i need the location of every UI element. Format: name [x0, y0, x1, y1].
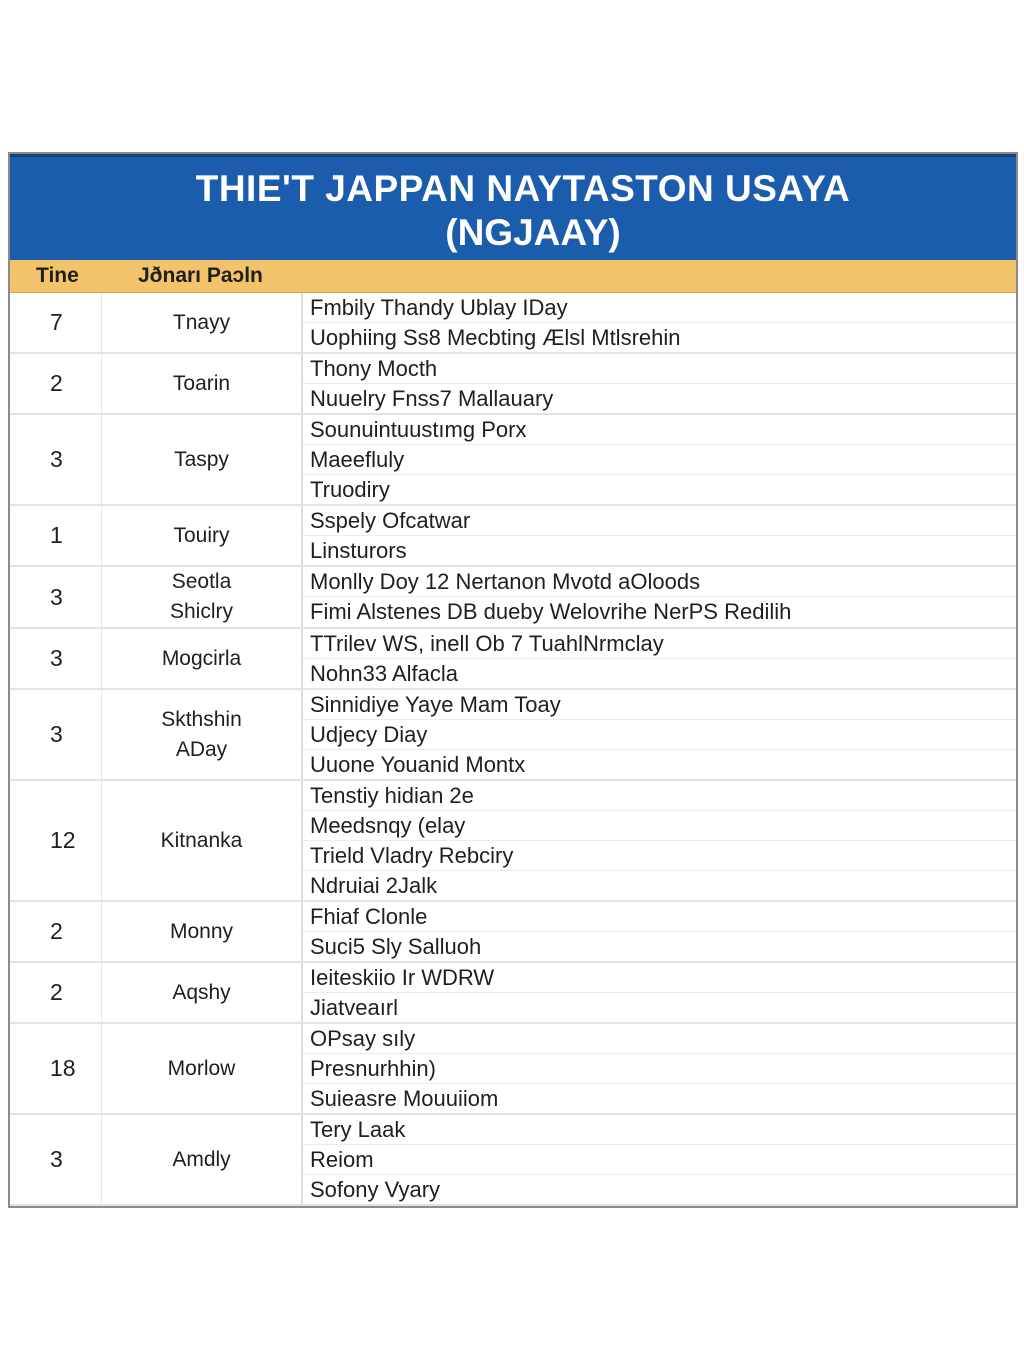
activity-line: Jiatveaırl: [310, 995, 399, 1020]
activities-cell: [303, 781, 1016, 900]
activity-line: OPsay sıly: [303, 1024, 1016, 1054]
activity-line: TTrilev WS, inell Ob 7 TuahlNrmclay: [303, 629, 1016, 659]
time-cell: 2: [10, 963, 102, 1022]
activity-line: Fmbily Thandy Ublay IDay: [303, 293, 1016, 323]
activities-cell: [303, 1024, 1016, 1113]
document-title: THIE'T JAPPAN NAYTASTON USAYA: [195, 168, 851, 209]
schedule-document: [8, 152, 1018, 1208]
table-row: [10, 506, 1016, 567]
time-cell: 7: [10, 293, 102, 352]
activities-cell: [303, 963, 1016, 1022]
name-cell: Monny: [102, 902, 303, 961]
activities-cell: [303, 1115, 1016, 1204]
name-cell: Skthshin ADay: [102, 690, 303, 779]
activity-line: Udjecy Diay: [303, 720, 1016, 750]
time-cell: 2: [10, 902, 102, 961]
activity-line: Presnurhhin): [303, 1054, 1016, 1084]
time-cell: 3: [10, 629, 102, 688]
time-cell: 3: [10, 690, 102, 779]
table-row: [10, 567, 1016, 629]
name-cell: Seotla Shiclry: [102, 567, 303, 627]
activities-cell: [303, 354, 1016, 413]
document-subtitle: (NGJAAY): [445, 212, 621, 253]
table-body: [10, 293, 1016, 1206]
time-cell: 3: [10, 415, 102, 504]
activity-line: Fhiaf Clonle: [303, 902, 1016, 932]
activity-line: Linsturors: [310, 538, 407, 563]
time-cell: 12: [10, 781, 102, 900]
activity-line: Sinnidiye Yaye Mam Toay: [303, 690, 1016, 720]
table-row: [10, 781, 1016, 902]
title-banner: [10, 154, 1016, 260]
table-row: [10, 354, 1016, 415]
table-row: [10, 1024, 1016, 1115]
table-row: [10, 293, 1016, 354]
activity-line: Truodiry: [310, 477, 390, 502]
name-cell: Amdly: [102, 1115, 303, 1204]
activities-cell: [303, 690, 1016, 779]
time-cell: 18: [10, 1024, 102, 1113]
activity-line: Thony Mocth: [303, 354, 1016, 384]
table-row: [10, 690, 1016, 781]
activity-line: Maeefluly: [303, 445, 1016, 475]
table-row: [10, 963, 1016, 1024]
name-cell: Kitnanka: [102, 781, 303, 900]
activity-line: Suieasre Mouuiiom: [310, 1086, 499, 1111]
time-cell: 3: [10, 1115, 102, 1204]
time-cell: 1: [10, 506, 102, 565]
column-header-name: Jðnarı Paɔln: [138, 264, 263, 287]
activity-line: Suci5 Sly Salluoh: [310, 934, 482, 959]
activity-line: Uophiing Ss8 Mecbting Ælsl Mtlsrehin: [310, 325, 681, 350]
name-cell: Taspy: [102, 415, 303, 504]
activities-cell: [303, 415, 1016, 504]
activities-cell: [303, 902, 1016, 961]
name-cell: Mogcirla: [102, 629, 303, 688]
activity-line: Uuone Youanid Montx: [310, 752, 526, 777]
activity-line: Nuuelry Fnss7 Mallauary: [310, 386, 554, 411]
name-cell: Morlow: [102, 1024, 303, 1113]
name-cell: Toarin: [102, 354, 303, 413]
name-cell: Tnayy: [102, 293, 303, 352]
activity-line: Tenstiy hidian 2e: [303, 781, 1016, 811]
time-cell: 2: [10, 354, 102, 413]
name-cell: Aqshy: [102, 963, 303, 1022]
activity-line: Meedsnqy (elay: [303, 811, 1016, 841]
activity-line: Nohn33 Alfacla: [310, 661, 458, 686]
activity-line: Sofony Vyary: [310, 1177, 441, 1202]
activity-line: Ieiteskiio Ir WDRW: [303, 963, 1016, 993]
activities-cell: [303, 629, 1016, 688]
activities-cell: [303, 506, 1016, 565]
activity-line: Reiom: [303, 1145, 1016, 1175]
table-row: [10, 1115, 1016, 1206]
activity-line: Sounuintuustımg Porx: [303, 415, 1016, 445]
activity-line: Monlly Doy 12 Nertanon Mvotd aOloods: [303, 567, 1016, 597]
activity-line: Tery Laak: [303, 1115, 1016, 1145]
column-header-time: Tine: [36, 264, 79, 287]
activities-cell: [303, 293, 1016, 352]
activity-line: Sspely Ofcatwar: [303, 506, 1016, 536]
table-row: [10, 902, 1016, 963]
activity-line: Trield Vladry Rebciry: [303, 841, 1016, 871]
activity-line: Fimi Alstenes DB dueby Welovrihe NerPS Redilih: [310, 599, 792, 624]
name-cell: Touiry: [102, 506, 303, 565]
table-row: [10, 629, 1016, 690]
activity-line: Ndruiai 2Jalk: [310, 873, 438, 898]
table-header: [10, 260, 1016, 293]
activities-cell: [303, 567, 1016, 627]
time-cell: 3: [10, 567, 102, 627]
table-row: [10, 415, 1016, 506]
